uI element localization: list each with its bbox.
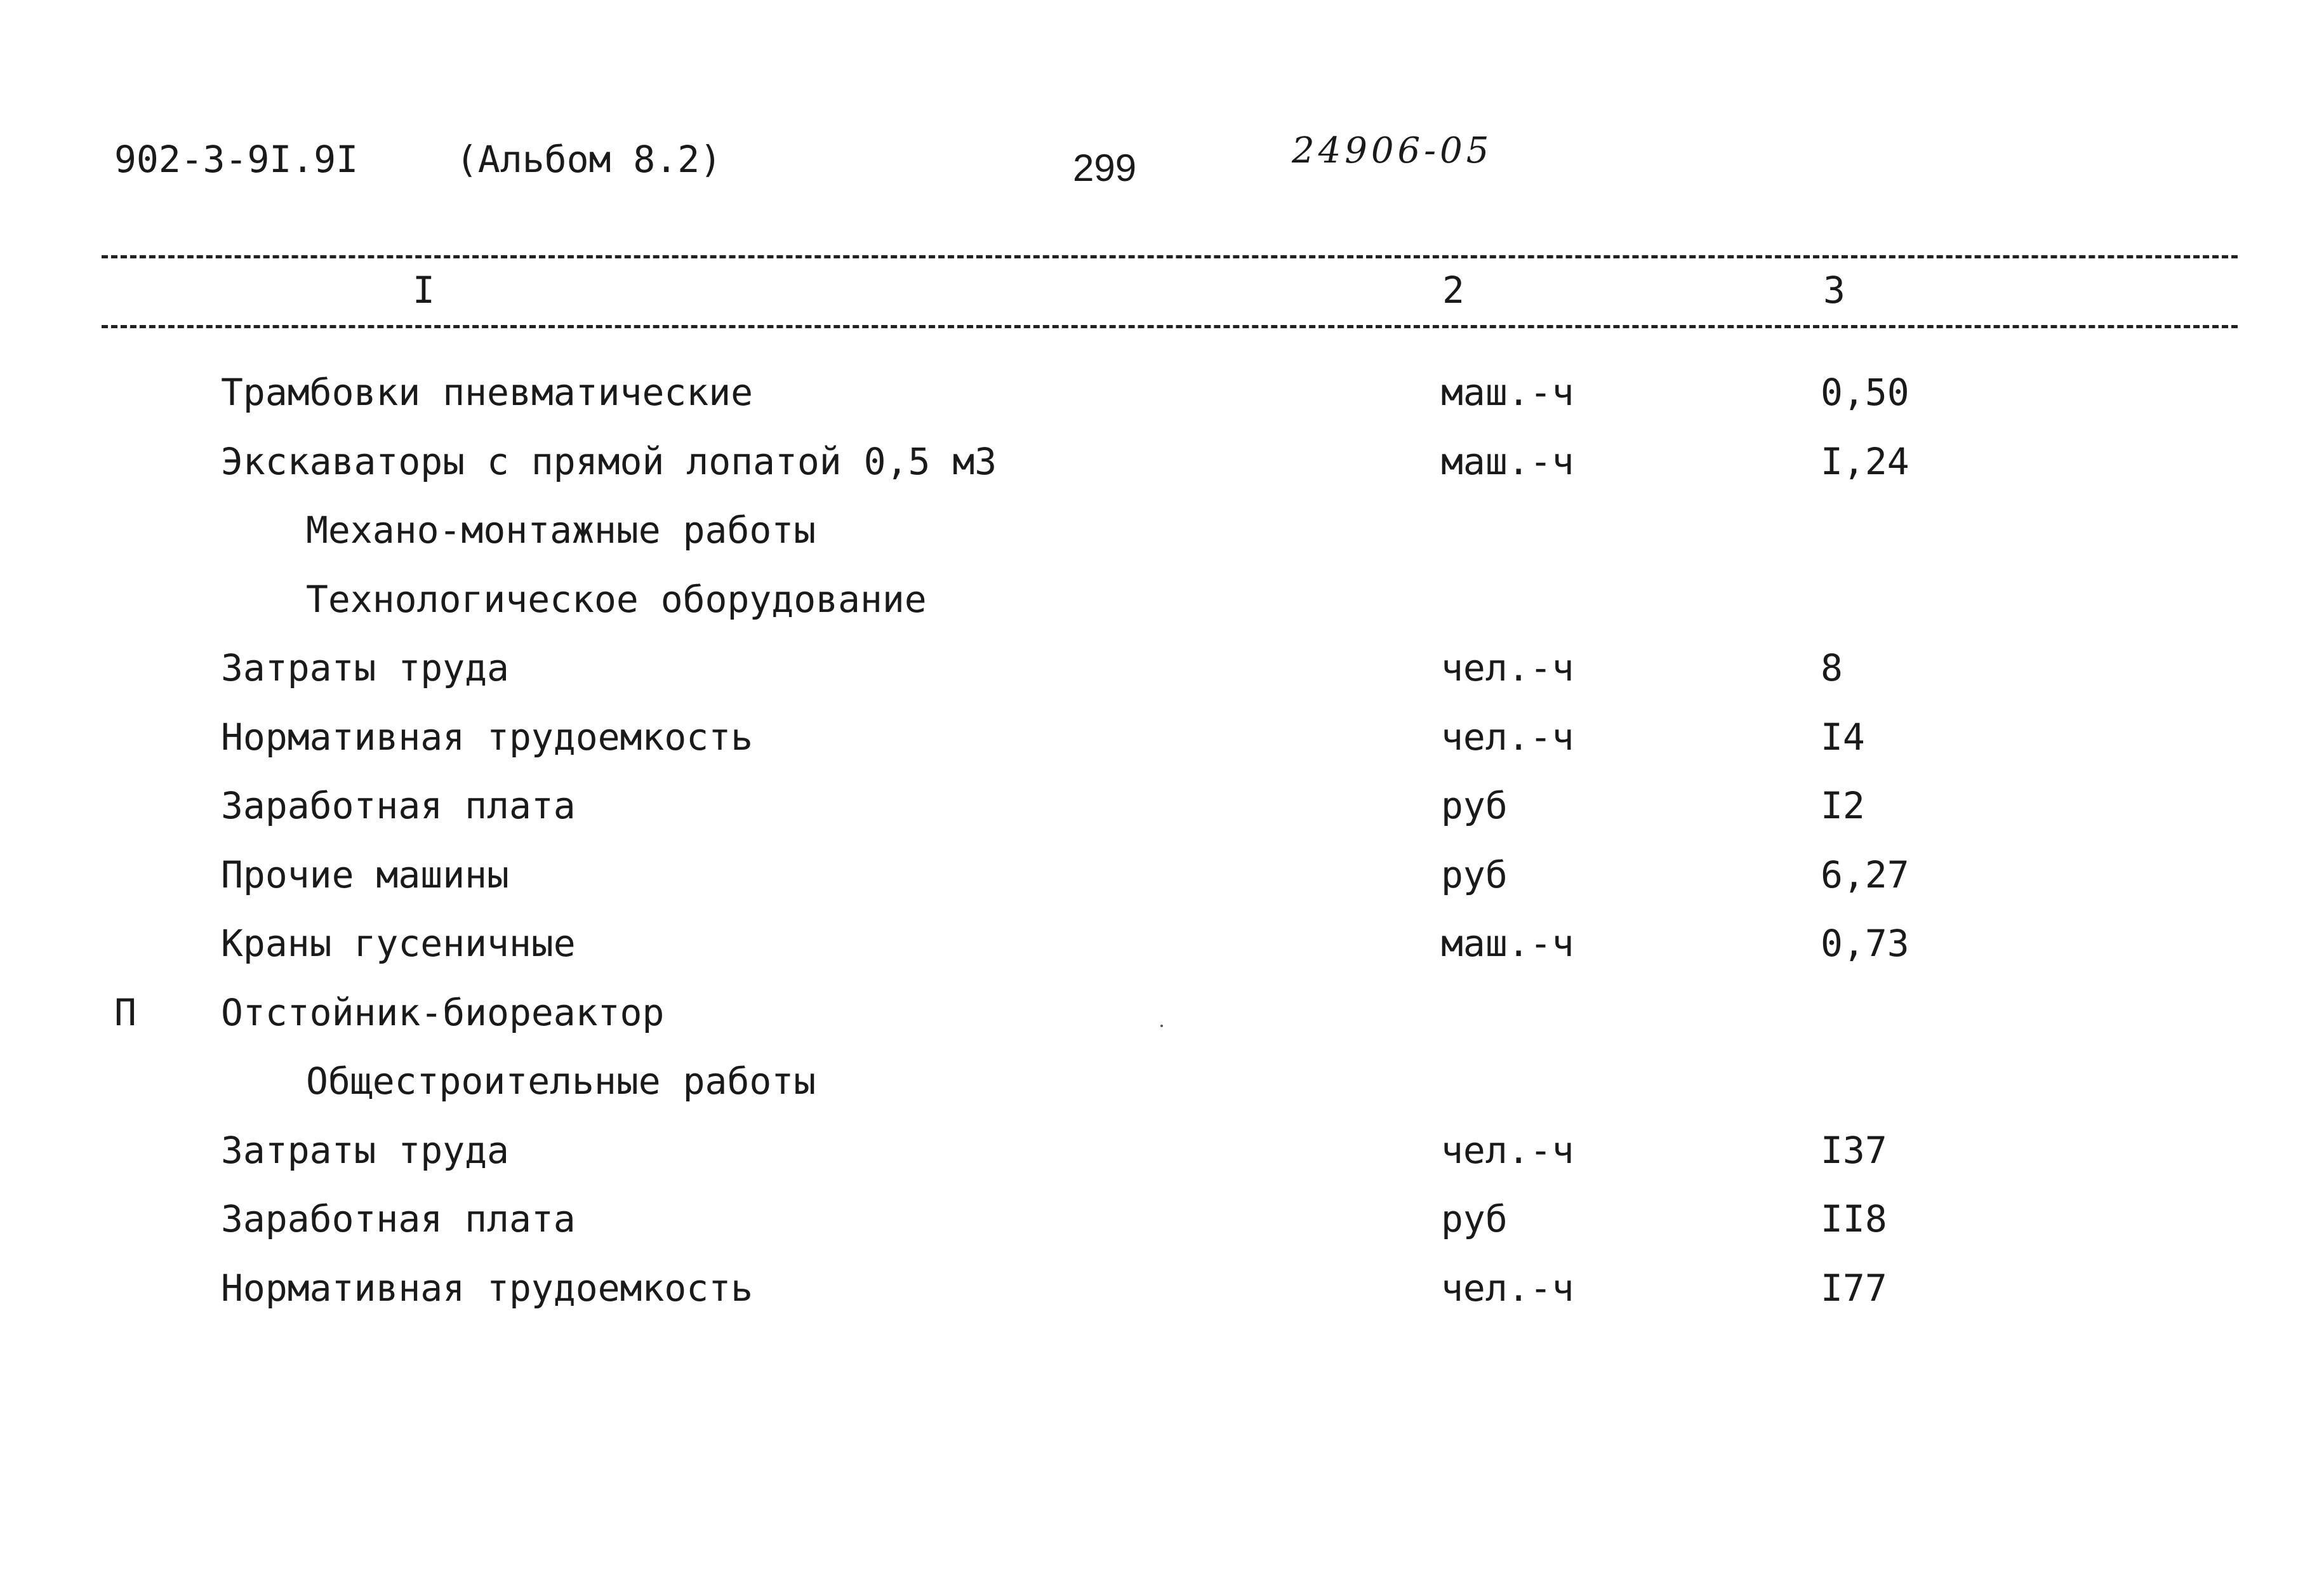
row-unit: чел.-ч [1441,1266,1574,1310]
table-row [0,990,2324,1063]
row-unit: маш.-ч [1441,439,1574,483]
column-header-2: 2 [1442,269,1464,312]
row-unit: руб [1441,853,1508,896]
table-row [0,439,2324,512]
row-name: Заработная плата [221,784,576,827]
row-name: Краны гусеничные [221,922,576,965]
row-value: I2 [1821,784,1865,827]
row-name: Затраты труда [221,646,509,689]
table-body [0,373,2324,1338]
table-row [0,1062,2324,1131]
row-value: I,24 [1821,439,1909,483]
table-row [0,1197,2324,1269]
handwritten-number: 24906-05 [1292,130,1493,171]
row-name: Нормативная трудоемкость [221,1266,754,1310]
page-number: 299 [1073,147,1137,189]
scan-speck [1160,1025,1163,1027]
section-heading: Механо-монтажные работы [306,508,816,552]
row-value: I77 [1821,1266,1887,1310]
table-row [0,924,2324,994]
column-header-1: I [413,269,435,312]
table-row [0,646,2324,718]
row-value: 0,50 [1821,371,1909,414]
section-heading: Общестроительные работы [306,1060,816,1103]
row-unit: чел.-ч [1441,715,1574,759]
row-value: 6,27 [1821,853,1909,896]
row-number: П [114,990,136,1034]
row-unit: маш.-ч [1441,371,1574,414]
row-name: Отстойник-биореактор [221,990,665,1034]
table-row [0,853,2324,925]
row-name: Прочие машины [221,853,509,896]
row-value: 0,73 [1821,922,1909,965]
section-heading: Технологическое оборудование [306,577,927,621]
table-row [0,577,2324,649]
row-value: I4 [1821,715,1865,759]
table-row [0,1266,2324,1338]
table-row [0,715,2324,787]
row-value: II8 [1821,1197,1887,1240]
table-row [0,1128,2324,1200]
album-label: (Альбом 8.2) [456,138,722,181]
row-name: Затраты труда [221,1128,509,1172]
table-row [0,784,2324,856]
table-row [0,373,2324,442]
row-unit: чел.-ч [1441,646,1574,689]
row-name: Нормативная трудоемкость [221,715,754,759]
row-unit: чел.-ч [1441,1128,1574,1172]
row-name: Экскаваторы с прямой лопатой 0,5 м3 [221,439,997,483]
header-bottom-rule [102,325,2238,328]
header-top-rule [102,255,2238,258]
row-name: Трамбовки пневматические [221,371,754,414]
row-value: I37 [1821,1128,1887,1172]
table-row [0,508,2324,580]
row-unit: маш.-ч [1441,922,1574,965]
row-value: 8 [1821,646,1843,689]
row-unit: руб [1441,1197,1508,1240]
row-unit: руб [1441,784,1508,827]
column-header-3: 3 [1823,269,1845,312]
document-code: 902-3-9I.9I [114,138,359,181]
row-name: Заработная плата [221,1197,576,1240]
